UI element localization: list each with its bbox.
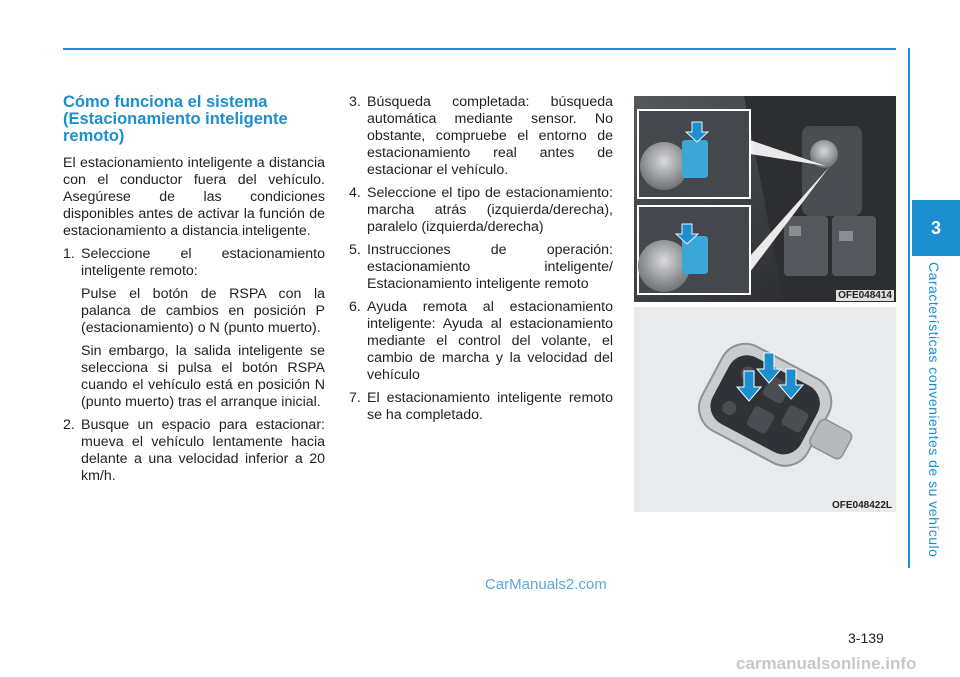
list-number: 1.	[63, 246, 75, 262]
list-item	[349, 299, 613, 384]
page-number: 3-139	[848, 630, 884, 646]
list-number: 5.	[349, 242, 361, 258]
sub-paragraph: Sin embargo, la salida inteligente se selecciona si pulsa el botón RSPA cuando el vehículo está en posición N (punto muerto) tras el arranque inicial.	[81, 343, 325, 410]
intro-paragraph: El estacionamiento inteligente a distancia con el conductor fuera del vehículo. Asegúrese de las condiciones disponibles antes de activar la función de estacionamiento a distancia inteligente.	[63, 155, 325, 239]
list-text: El estacionamiento inteligente remoto se ha completado.	[367, 390, 613, 423]
list-text: Seleccione el tipo de estacionamiento: marcha atrás (izquierda/derecha), paralelo (izquierda/derecha)	[367, 185, 613, 235]
bottom-watermark: carmanualsonline.info	[736, 654, 917, 673]
list-item	[63, 417, 325, 485]
list-text: Busque un espacio para estacionar: mueva el vehículo lentamente hacia delante a una velocidad inferior a 20 km/h.	[81, 417, 325, 484]
side-rule	[908, 48, 910, 568]
column-left	[63, 94, 325, 491]
chapter-tab: 3	[912, 200, 960, 256]
chapter-title: Características convenientes de su vehículo	[926, 262, 942, 558]
sub-paragraph: Pulse el botón de RSPA con la palanca de cambios en posición P (estacionamiento) o N (punto muerto).	[81, 286, 325, 336]
list-item	[349, 390, 613, 424]
column-middle	[349, 94, 613, 430]
list-number: 4.	[349, 185, 361, 201]
smart-key-illustration	[634, 307, 896, 512]
console-illustration	[634, 96, 896, 302]
list-text: Búsqueda completada: búsqueda automática mediante sensor. No obstante, compruebe el entorno de estacionamiento real antes de estacionar el vehículo.	[367, 94, 613, 178]
list-number: 6.	[349, 299, 361, 315]
figure-smart-key	[634, 307, 896, 512]
list-number: 2.	[63, 417, 75, 433]
list-item	[349, 242, 613, 293]
figure-code: OFE048414	[838, 290, 892, 301]
list-number: 3.	[349, 94, 361, 110]
section-title: Cómo funciona el sistema (Estacionamiento inteligente remoto)	[63, 93, 288, 145]
list-text: Seleccione el estacionamiento inteligente remoto:	[81, 246, 325, 279]
watermark-link[interactable]: CarManuals2.com	[485, 576, 607, 593]
figure-code: OFE048422L	[831, 500, 892, 511]
list-text: Instrucciones de operación: estacionamiento inteligente/ Estacionamiento inteligente remoto	[367, 242, 613, 292]
figure-console	[634, 96, 896, 302]
list-item	[63, 246, 325, 280]
list-item	[349, 94, 613, 179]
list-number: 7.	[349, 390, 361, 406]
list-item	[349, 185, 613, 236]
list-text: Ayuda remota al estacionamiento inteligente: Ayuda al estacionamiento mediante el control del volante, el cambio de marcha y la velocidad del vehículo	[367, 299, 613, 383]
top-rule	[63, 48, 896, 50]
